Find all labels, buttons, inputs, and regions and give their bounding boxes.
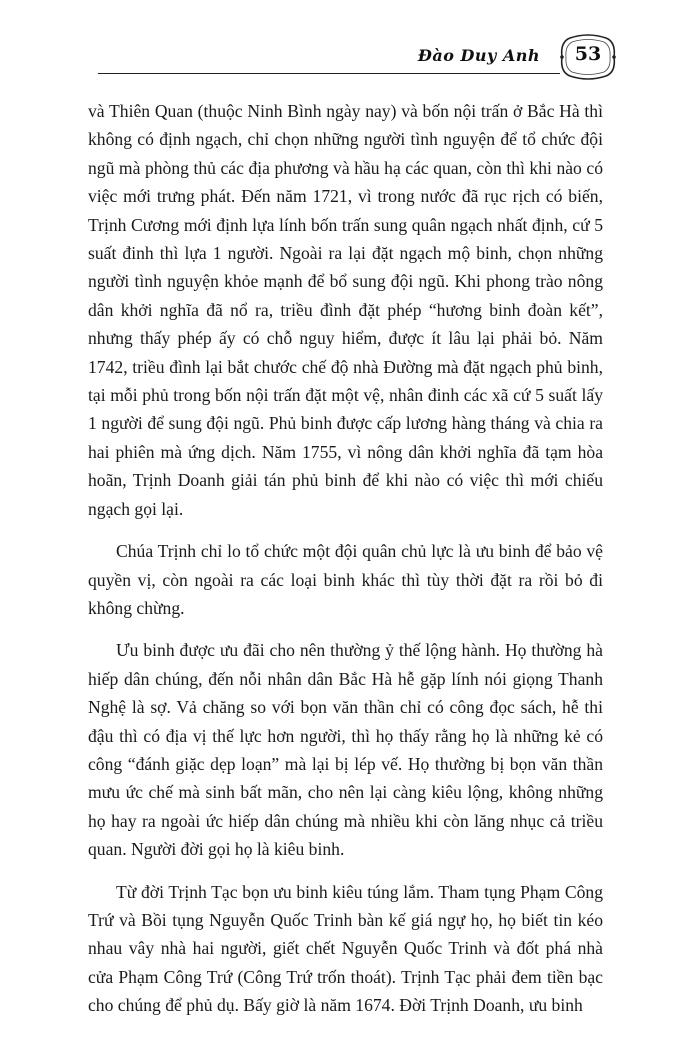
page-number-badge — [558, 34, 618, 80]
paragraph: và Thiên Quan (thuộc Ninh Bình ngày nay) và bốn nội trấn ở Bắc Hà thì không có định ngạch, chỉ chọn những người tình nguyện để tổ chức đội ngũ mà phòng thủ các địa phương và hầu hạ các quan, còn thì khi nào có việc mới trưng phát. Đến năm 1721, vì trong nước đã rục rịch có biến, Trịnh Cương mới định lựa lính bốn trấn sung quân ngạch nhất định, cứ 5 suất đinh thì lựa 1 người. Ngoài ra lại đặt ngạch mộ binh, chọn những người tình nguyện khỏe mạnh để bổ sung đội ngũ. Khi phong trào nông dân khởi nghĩa đã nổ ra, triều đình đặt phép “hương binh đoàn kết”, nhưng thấy phép ấy có chỗ nguy hiểm, được ít lâu lại phải bỏ. Năm 1742, triều đình lại bắt chước chế độ nhà Đường mà đặt ngạch phủ binh, tại mỗi phủ trong bốn nội trấn đặt một vệ, nhân đinh các xã cứ 5 suất lấy 1 người để sung đội ngũ. Phủ binh được cấp lương hàng tháng và chia ra hai phiên mà ứng dịch. Năm 1755, vì nông dân khởi nghĩa đã tạm hòa hoãn, Trịnh Doanh giải tán phủ binh để khi nào có việc thì mới chiếu ngạch gọi lại. — [88, 101, 603, 519]
body-text — [88, 97, 603, 1034]
running-head-author: Đào Duy Anh — [417, 46, 540, 65]
paragraph: Ưu binh được ưu đãi cho nên thường ỷ thế lộng hành. Họ thường hà hiếp dân chúng, đến nỗi nhân dân Bắc Hà hễ gặp lính nói giọng Thanh Nghệ là sợ. Vả chăng so với bọn văn thần chỉ có công đọc sách, hễ thi đậu thì có địa vị thế lực hơn người, thì họ thấy rằng họ là những kẻ có công “đánh giặc dẹp loạn” mà lại bị lép vế. Họ thường bị bọn văn thần mưu ức chế mà sinh bất mãn, cho nên lại càng kiêu lộng, không những họ hay ra ngoài ức hiếp dân chúng mà nhiều khi còn lăng nhục cả triều quan. Người đời gọi họ là kiêu binh. — [88, 640, 603, 860]
header-rule — [98, 73, 560, 74]
page-header — [98, 40, 618, 76]
page-number: 53 — [574, 43, 602, 65]
paragraph: Chúa Trịnh chỉ lo tổ chức một đội quân chủ lực là ưu binh để bảo vệ quyền vị, còn ngoài ra các loại binh khác thì tùy thời đặt ra rồi bỏ đi không chừng. — [88, 541, 603, 618]
paragraph: Từ đời Trịnh Tạc bọn ưu binh kiêu túng lắm. Tham tụng Phạm Công Trứ và Bồi tụng Nguyễn Quốc Trinh bàn kế giá ngự họ, họ biết tin kéo nhau vây nhà hai người, giết chết Nguyễn Quốc Trinh và đốt phá nhà cửa Phạm Công Trứ (Công Trứ trốn thoát). Trịnh Tạc phải đem tiền bạc cho chúng để phủ dụ. Bấy giờ là năm 1674. Đời Trịnh Doanh, ưu binh — [88, 881, 603, 1016]
